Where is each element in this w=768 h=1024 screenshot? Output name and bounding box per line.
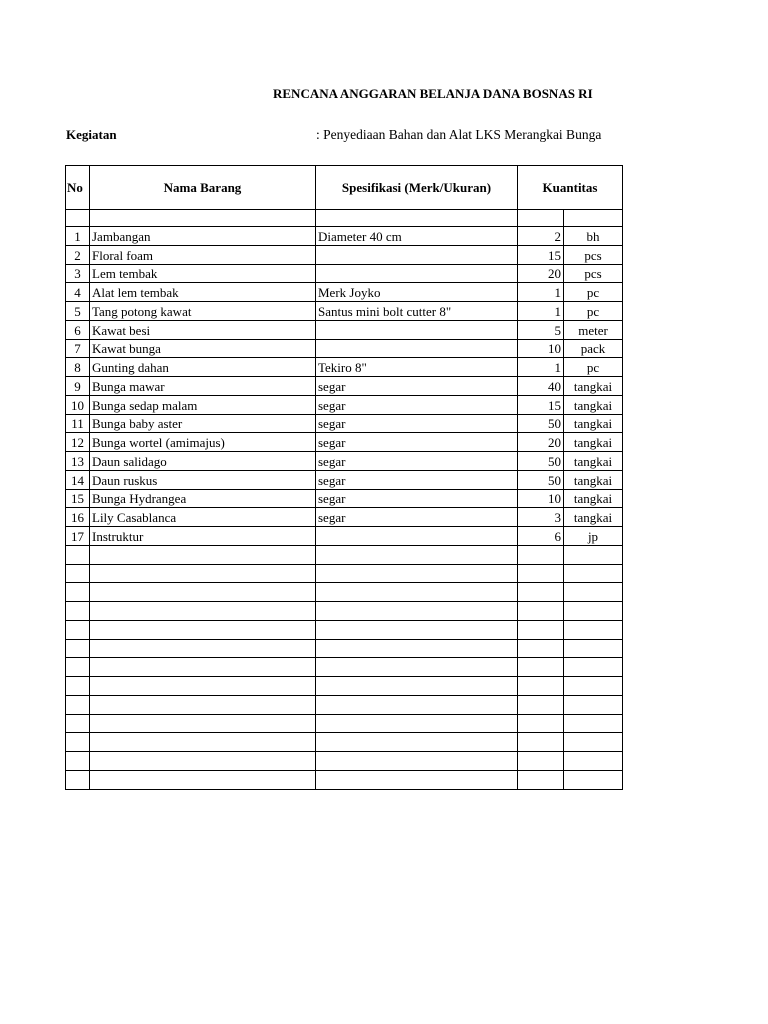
empty-cell[interactable] (518, 602, 564, 621)
empty-cell[interactable] (90, 639, 316, 658)
kegiatan-value: : Penyediaan Bahan dan Alat LKS Merangkai Bunga (316, 127, 602, 142)
cell-nama-barang[interactable]: Alat lem tembak (90, 283, 316, 302)
header-no[interactable]: No (66, 166, 90, 210)
table-row (66, 414, 623, 433)
cell-quantity[interactable]: 5 (518, 320, 564, 339)
empty-cell[interactable] (518, 695, 564, 714)
empty-cell[interactable] (564, 545, 623, 564)
cell-unit[interactable]: tangkai (564, 452, 623, 471)
cell[interactable] (564, 210, 623, 227)
cell-no[interactable]: 4 (66, 283, 90, 302)
table-body (66, 210, 623, 790)
empty-cell[interactable] (66, 770, 90, 789)
empty-cell[interactable] (66, 620, 90, 639)
empty-cell[interactable] (564, 677, 623, 696)
cell-spesifikasi[interactable]: segar (316, 377, 518, 396)
empty-cell[interactable] (90, 583, 316, 602)
cell-quantity[interactable]: 10 (518, 489, 564, 508)
empty-cell[interactable] (66, 639, 90, 658)
cell-quantity[interactable]: 6 (518, 527, 564, 546)
empty-cell[interactable] (564, 639, 623, 658)
empty-cell[interactable] (90, 658, 316, 677)
empty-cell[interactable] (518, 677, 564, 696)
cell-spesifikasi[interactable]: Merk Joyko (316, 283, 518, 302)
cell-no[interactable]: 10 (66, 395, 90, 414)
empty-cell[interactable] (90, 714, 316, 733)
empty-cell[interactable] (564, 695, 623, 714)
empty-cell[interactable] (564, 564, 623, 583)
cell-nama-barang[interactable]: Floral foam (90, 245, 316, 264)
cell-spesifikasi[interactable] (316, 527, 518, 546)
cell-unit[interactable]: pcs (564, 264, 623, 283)
empty-row (66, 639, 623, 658)
empty-cell[interactable] (518, 639, 564, 658)
header-spesifikasi[interactable]: Spesifikasi (Merk/Ukuran) (316, 166, 518, 210)
cell-quantity[interactable]: 15 (518, 245, 564, 264)
cell-unit[interactable]: tangkai (564, 414, 623, 433)
empty-row (66, 733, 623, 752)
table-row (66, 302, 623, 321)
empty-cell[interactable] (316, 714, 518, 733)
empty-cell[interactable] (518, 658, 564, 677)
empty-row (66, 695, 623, 714)
cell-no[interactable]: 17 (66, 527, 90, 546)
empty-row (66, 677, 623, 696)
table-row (66, 489, 623, 508)
cell-quantity[interactable]: 1 (518, 283, 564, 302)
empty-cell[interactable] (66, 752, 90, 771)
table-row (66, 452, 623, 471)
empty-cell[interactable] (518, 583, 564, 602)
empty-cell[interactable] (518, 620, 564, 639)
empty-cell[interactable] (66, 714, 90, 733)
cell-no[interactable]: 2 (66, 245, 90, 264)
cell-quantity[interactable]: 20 (518, 264, 564, 283)
cell-unit[interactable]: tangkai (564, 395, 623, 414)
cell-no[interactable]: 6 (66, 320, 90, 339)
cell-no[interactable]: 12 (66, 433, 90, 452)
cell-quantity[interactable]: 10 (518, 339, 564, 358)
cell-quantity[interactable]: 20 (518, 433, 564, 452)
empty-row (66, 564, 623, 583)
kegiatan-label: Kegiatan (66, 127, 117, 142)
cell[interactable] (66, 210, 90, 227)
cell-nama-barang[interactable]: Daun ruskus (90, 470, 316, 489)
cell-spesifikasi[interactable]: segar (316, 508, 518, 527)
cell[interactable] (90, 210, 316, 227)
header-nama-barang[interactable]: Nama Barang (90, 166, 316, 210)
cell-quantity[interactable]: 1 (518, 302, 564, 321)
table-row (66, 508, 623, 527)
empty-cell[interactable] (90, 602, 316, 621)
cell-spesifikasi[interactable] (316, 339, 518, 358)
empty-row (66, 714, 623, 733)
empty-row (66, 752, 623, 771)
cell-unit[interactable]: tangkai (564, 433, 623, 452)
empty-cell[interactable] (564, 752, 623, 771)
cell-unit[interactable]: pc (564, 358, 623, 377)
cell-spesifikasi[interactable] (316, 320, 518, 339)
cell-spesifikasi[interactable] (316, 245, 518, 264)
table-row (66, 377, 623, 396)
cell-no[interactable]: 11 (66, 414, 90, 433)
budget-table (65, 165, 623, 790)
empty-cell[interactable] (518, 564, 564, 583)
cell-no[interactable]: 5 (66, 302, 90, 321)
cell-quantity[interactable]: 40 (518, 377, 564, 396)
cell-unit[interactable]: tangkai (564, 470, 623, 489)
empty-cell[interactable] (90, 545, 316, 564)
cell-spesifikasi[interactable]: segar (316, 433, 518, 452)
table-row (66, 245, 623, 264)
cell-spesifikasi[interactable]: Tekiro 8" (316, 358, 518, 377)
cell-quantity[interactable]: 15 (518, 395, 564, 414)
cell-no[interactable]: 14 (66, 470, 90, 489)
cell-nama-barang[interactable]: Bunga baby aster (90, 414, 316, 433)
cell-nama-barang[interactable]: Instruktur (90, 527, 316, 546)
empty-cell[interactable] (66, 695, 90, 714)
cell-no[interactable]: 7 (66, 339, 90, 358)
cell-no[interactable]: 15 (66, 489, 90, 508)
empty-cell[interactable] (316, 733, 518, 752)
cell[interactable] (316, 210, 518, 227)
cell-unit[interactable]: tangkai (564, 377, 623, 396)
table-row (66, 470, 623, 489)
empty-row (66, 602, 623, 621)
cell-no[interactable]: 9 (66, 377, 90, 396)
empty-cell[interactable] (66, 733, 90, 752)
empty-cell[interactable] (66, 602, 90, 621)
empty-cell[interactable] (564, 583, 623, 602)
cell-spesifikasi[interactable]: segar (316, 489, 518, 508)
empty-cell[interactable] (518, 752, 564, 771)
empty-cell[interactable] (66, 583, 90, 602)
empty-row (66, 658, 623, 677)
cell-unit[interactable]: bh (564, 227, 623, 246)
empty-cell[interactable] (316, 770, 518, 789)
empty-cell[interactable] (316, 564, 518, 583)
empty-row (66, 545, 623, 564)
cell[interactable] (518, 210, 564, 227)
cell-spesifikasi[interactable]: segar (316, 470, 518, 489)
empty-cell[interactable] (90, 733, 316, 752)
cell-unit[interactable]: pc (564, 302, 623, 321)
cell-nama-barang[interactable]: Bunga wortel (amimajus) (90, 433, 316, 452)
cell-quantity[interactable]: 50 (518, 470, 564, 489)
cell-nama-barang[interactable]: Kawat besi (90, 320, 316, 339)
cell-spesifikasi[interactable]: segar (316, 414, 518, 433)
empty-cell[interactable] (316, 620, 518, 639)
document-title: RENCANA ANGGARAN BELANJA DANA BOSNAS RI (273, 86, 593, 101)
cell-no[interactable]: 8 (66, 358, 90, 377)
cell-no[interactable]: 1 (66, 227, 90, 246)
table-row (66, 227, 623, 246)
cell-unit[interactable]: pc (564, 283, 623, 302)
empty-cell[interactable] (316, 583, 518, 602)
cell-nama-barang[interactable]: Lem tembak (90, 264, 316, 283)
table-row (66, 339, 623, 358)
empty-row (66, 583, 623, 602)
spacer-row (66, 210, 623, 227)
empty-cell[interactable] (564, 602, 623, 621)
cell-unit[interactable]: pcs (564, 245, 623, 264)
cell-spesifikasi[interactable]: Santus mini bolt cutter 8" (316, 302, 518, 321)
header-row (66, 166, 623, 210)
empty-cell[interactable] (564, 658, 623, 677)
cell-nama-barang[interactable]: Jambangan (90, 227, 316, 246)
header-kuantitas[interactable]: Kuantitas (518, 166, 623, 210)
cell-nama-barang[interactable]: Bunga Hydrangea (90, 489, 316, 508)
empty-cell[interactable] (518, 545, 564, 564)
table-row (66, 358, 623, 377)
empty-row (66, 770, 623, 789)
empty-row (66, 620, 623, 639)
empty-cell[interactable] (518, 733, 564, 752)
empty-cell[interactable] (66, 545, 90, 564)
cell-unit[interactable]: pack (564, 339, 623, 358)
empty-cell[interactable] (564, 733, 623, 752)
empty-cell[interactable] (66, 658, 90, 677)
cell-nama-barang[interactable]: Gunting dahan (90, 358, 316, 377)
cell-no[interactable]: 3 (66, 264, 90, 283)
empty-cell[interactable] (90, 620, 316, 639)
empty-cell[interactable] (316, 677, 518, 696)
cell-spesifikasi[interactable]: segar (316, 452, 518, 471)
empty-cell[interactable] (316, 695, 518, 714)
empty-cell[interactable] (90, 677, 316, 696)
cell-no[interactable]: 13 (66, 452, 90, 471)
empty-cell[interactable] (518, 714, 564, 733)
cell-spesifikasi[interactable]: segar (316, 395, 518, 414)
empty-cell[interactable] (90, 770, 316, 789)
table-row (66, 433, 623, 452)
table-row (66, 395, 623, 414)
cell-quantity[interactable]: 3 (518, 508, 564, 527)
empty-cell[interactable] (90, 564, 316, 583)
cell-unit[interactable]: tangkai (564, 508, 623, 527)
empty-cell[interactable] (316, 639, 518, 658)
empty-cell[interactable] (564, 620, 623, 639)
table-row (66, 264, 623, 283)
cell-spesifikasi[interactable]: Diameter 40 cm (316, 227, 518, 246)
empty-cell[interactable] (564, 714, 623, 733)
empty-cell[interactable] (564, 770, 623, 789)
cell-unit[interactable]: meter (564, 320, 623, 339)
empty-cell[interactable] (316, 545, 518, 564)
table-row (66, 283, 623, 302)
cell-quantity[interactable]: 50 (518, 452, 564, 471)
table-row (66, 527, 623, 546)
cell-unit[interactable]: jp (564, 527, 623, 546)
cell-nama-barang[interactable]: Daun salidago (90, 452, 316, 471)
empty-cell[interactable] (66, 564, 90, 583)
empty-cell[interactable] (90, 752, 316, 771)
empty-cell[interactable] (90, 695, 316, 714)
cell-nama-barang[interactable]: Tang potong kawat (90, 302, 316, 321)
table-row (66, 320, 623, 339)
empty-cell[interactable] (66, 677, 90, 696)
cell-no[interactable]: 16 (66, 508, 90, 527)
cell-quantity[interactable]: 1 (518, 358, 564, 377)
empty-cell[interactable] (518, 770, 564, 789)
cell-spesifikasi[interactable] (316, 264, 518, 283)
empty-cell[interactable] (316, 658, 518, 677)
empty-cell[interactable] (316, 602, 518, 621)
cell-nama-barang[interactable]: Kawat bunga (90, 339, 316, 358)
cell-nama-barang[interactable]: Bunga mawar (90, 377, 316, 396)
cell-nama-barang[interactable]: Lily Casablanca (90, 508, 316, 527)
cell-unit[interactable]: tangkai (564, 489, 623, 508)
cell-quantity[interactable]: 2 (518, 227, 564, 246)
empty-cell[interactable] (316, 752, 518, 771)
cell-nama-barang[interactable]: Bunga sedap malam (90, 395, 316, 414)
cell-quantity[interactable]: 50 (518, 414, 564, 433)
